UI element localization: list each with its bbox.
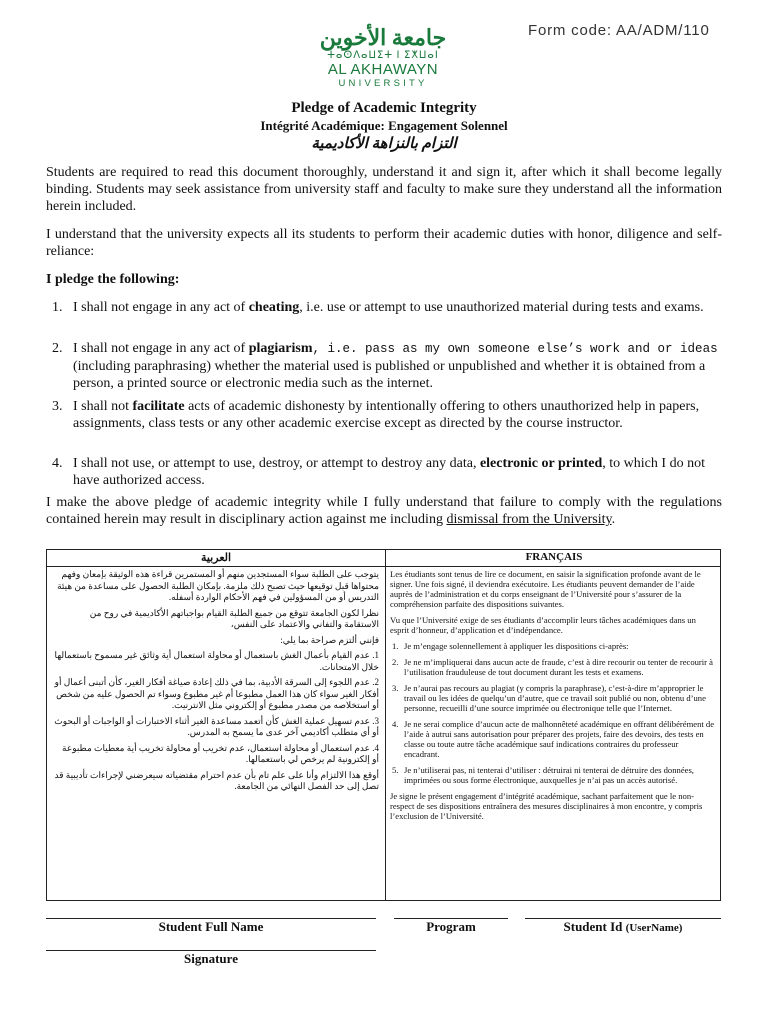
pledge-text: (including paraphrasing) whether the material used is published or unpublished and whether it is obtained from a person, a printed source or electronic media such as the internet. bbox=[73, 359, 706, 391]
french-item bbox=[390, 657, 716, 677]
french-intro-1: Les étudiants sont tenus de lire ce document, en saisir la signification profonde avant de le signer. Une fois signé, il deviendra exécutoire. Les étudiants peuvent demander de l’aide auprès de l’administration et du corps enseignant de l’Université pour s’assurer de la compréhension parfaite des dispositions suivantes. bbox=[390, 569, 701, 609]
bilingual-table bbox=[46, 549, 721, 901]
french-item-text: Je n’aurai pas recours au plagiat (y compris la paraphrase), c’est-à-dire m’approprier le travail ou les idées de quelqu’un d’autre, que ce travail soit publié ou non, obtenu d’une personne, recueilli d’une source imprimée ou électronique telle que l’Internet. bbox=[404, 683, 706, 713]
logo-university: UNIVERSITY bbox=[338, 78, 428, 89]
french-item-number: 1. bbox=[392, 641, 399, 651]
french-closing: Je signe le présent engagement d’intégrité académique, sachant parfaitement que le non-respect de ses dispositions entraînera des mesures disciplinaires à mon encontre, y compris l’exclusion de l’Université. bbox=[390, 791, 703, 821]
french-item-number: 4. bbox=[392, 719, 399, 729]
pledge-item-1 bbox=[46, 299, 722, 316]
pledge-keyword: plagiarism bbox=[248, 341, 313, 356]
table-divider bbox=[385, 550, 386, 900]
pledge-number: 2. bbox=[52, 341, 63, 356]
pledge-item-2 bbox=[46, 340, 722, 392]
arabic-column-header: العربية bbox=[200, 552, 232, 564]
french-item bbox=[390, 719, 716, 759]
arabic-paragraph: 2. عدم اللجوء إلى السرقة الأدبية، بما في ذلك إعادة صياغة أفكار الغير، كأن أتبنى أعمال أو أفكار الغير سواء كان هذا العمل مطبوعا أم غير مطبوع وسواء تم الحصول عليه من شخص أو استخلاصه من مصدر مطبوع أو إلكتروني مثل الانترنيت. bbox=[54, 677, 379, 710]
french-column bbox=[390, 569, 716, 827]
pledge-text: , i.e. use or attempt to use unauthorized material during tests and exams. bbox=[299, 300, 704, 315]
pledge-text: I shall not engage in any act of bbox=[73, 341, 249, 356]
form-code: Form code: AA/ADM/110 bbox=[528, 22, 710, 39]
intro-paragraph-1: Students are required to read this document thoroughly, understand it and sign it, after which it shall become legally binding. Students may seek assistance from university staff and faculty to make sure they understand all the information herein included. bbox=[46, 165, 722, 214]
pledge-text: I shall not use, or attempt to use, destroy, or attempt to destroy any data, bbox=[73, 456, 480, 471]
intro-paragraph-2: I understand that the university expects all its students to perform their academic duties with honor, diligence and self-reliance: bbox=[46, 227, 722, 259]
french-item-text: Je n’utiliserai pas, ni tenterai d’utiliser : détruirai ni tenterai de détruire des données, imprimées ou sous forme électronique, auxquelles je n’ai pas un accès autorisé. bbox=[404, 765, 694, 785]
arabic-paragraph: 4. عدم استعمال أو محاولة استعمال، عدم تخريب أو محاولة تخريب أية معطيات مطبوعة أو إلكترونية لم يرخص لي باستعمالها. bbox=[62, 742, 379, 764]
student-id-label bbox=[525, 919, 721, 935]
french-item-text: Je ne m’impliquerai dans aucun acte de fraude, c’est à dire recourir ou tenter de recourir à l’utilisation frauduleuse de tout document durant les tests et examens. bbox=[404, 657, 713, 677]
french-item-number: 3. bbox=[392, 683, 399, 693]
username-note: (UserName) bbox=[625, 922, 683, 934]
pledge-number: 1. bbox=[52, 300, 63, 315]
french-item-text: Je m’engage solennellement à appliquer les dispositions ci-après: bbox=[404, 641, 629, 651]
arabic-paragraph: 3. عدم تسهيل عملية الغش كأن أتعمد مساعدة الغير أثناء الاختبارات أو الواجبات أو البحوث أو أي متطلب أكاديمي آخر عدى ما يسمح به المدرس. bbox=[54, 715, 379, 737]
title-english: Pledge of Academic Integrity bbox=[291, 100, 477, 116]
pledge-text: I shall not engage in any act of bbox=[73, 300, 249, 315]
title-arabic: التزام بالنزاهة الأكاديمية bbox=[311, 136, 457, 152]
arabic-paragraph: يتوجب على الطلبة سواء المستجدين منهم أو المستمرين قراءة هذه الوثيقة بإمعان وفهم محتواها قبل توقيعها حيث تصبح ذلك ملزمة. بإمكان الطلبة الحصول على مساعدة من هيئة التدريس أو من المسؤولين في فهم الأحكام الواردة أسفله. bbox=[57, 569, 379, 602]
pledge-number: 4. bbox=[52, 456, 63, 471]
french-item bbox=[390, 683, 716, 713]
logo-arabic-name: جامعة الأخوين bbox=[319, 25, 447, 50]
pledge-number: 3. bbox=[52, 399, 63, 414]
pledge-text: acts of academic dishonesty by intentionally offering to others unauthorized help in papers, assignments, class tests or any other academic exercise except as directed by the course instructor. bbox=[73, 399, 700, 431]
french-item bbox=[390, 765, 716, 785]
title-french: Intégrité Académique: Engagement Solennel bbox=[260, 118, 508, 133]
french-intro-2: Vu que l’Université exige de ses étudiants d’accomplir leurs tâches académiques dans un esprit d’honneur, d’application et d’indépendance. bbox=[390, 615, 696, 635]
french-item-number: 5. bbox=[392, 765, 399, 775]
closing-text: I make the above pledge of academic integrity while I fully understand that failure to comply with the regulations contained herein may result in disciplinary action against me including bbox=[46, 495, 722, 527]
pledge-text: I shall not bbox=[73, 399, 133, 414]
closing-paragraph bbox=[46, 494, 722, 528]
french-column-header: FRANÇAIS bbox=[525, 551, 583, 563]
french-item-number: 2. bbox=[392, 657, 399, 667]
full-name-label: Student Full Name bbox=[158, 919, 264, 934]
student-id-text: Student Id bbox=[563, 919, 623, 934]
pledge-item-3 bbox=[46, 398, 722, 432]
logo-tifinagh-name: ⵜⴰⵙⴷⴰⵡⵉⵜ ⵏ ⵉⵅⵡⴰⵏ bbox=[327, 50, 439, 61]
arabic-paragraph: أوقع هذا الالتزام وأنا على علم تام بأن عدم احترام مقتضياته سيعرضني لإجراءات تأديبية قد تصل إلى حد الفصل النهائي من الجامعة. bbox=[54, 769, 379, 791]
arabic-paragraph: فإنني ألتزم صراحة بما يلي: bbox=[280, 634, 379, 645]
arabic-paragraph: 1. عدم القيام بأعمال الغش باستعمال أو محاولة استعمال أية وثائق غير مسموح باستعمالها خلال الامتحانات. bbox=[54, 650, 379, 672]
pledge-item-4 bbox=[46, 455, 722, 489]
french-item-text: Je ne serai complice d’aucun acte de malhonnêteté académique en offrant délibérément de l’aide à autrui sans autorisation pour préparer des projets, faire des devoirs, des tests en classe ou toute autre tâche académique sauf indications contraires du professeur encadrant. bbox=[404, 719, 715, 759]
university-logo bbox=[318, 26, 448, 89]
program-label: Program bbox=[426, 919, 476, 934]
logo-latin-name: AL AKHAWAYN bbox=[327, 61, 439, 78]
arabic-column bbox=[53, 569, 379, 797]
french-item bbox=[390, 641, 716, 651]
signature-label: Signature bbox=[184, 951, 238, 966]
pledge-keyword: facilitate bbox=[132, 399, 185, 414]
pledge-text-mono: , i.e. pass as my own someone else’s work and or ideas bbox=[312, 342, 718, 356]
pledge-text: , to which I do not have authorized access. bbox=[73, 456, 705, 488]
pledge-heading: I pledge the following: bbox=[46, 272, 180, 287]
closing-dismissal: dismissal from the University bbox=[446, 512, 612, 527]
pledge-keyword: electronic or printed bbox=[479, 456, 603, 471]
pledge-keyword: cheating bbox=[248, 300, 300, 315]
arabic-paragraph: نظرا لكون الجامعة تتوقع من جميع الطلبة القيام بواجباتهم الأكاديمية في روح من الاستقامة والتفاني والاعتماد على النفس، bbox=[89, 607, 379, 629]
table-header-rule bbox=[47, 566, 720, 567]
closing-end: . bbox=[611, 512, 616, 527]
